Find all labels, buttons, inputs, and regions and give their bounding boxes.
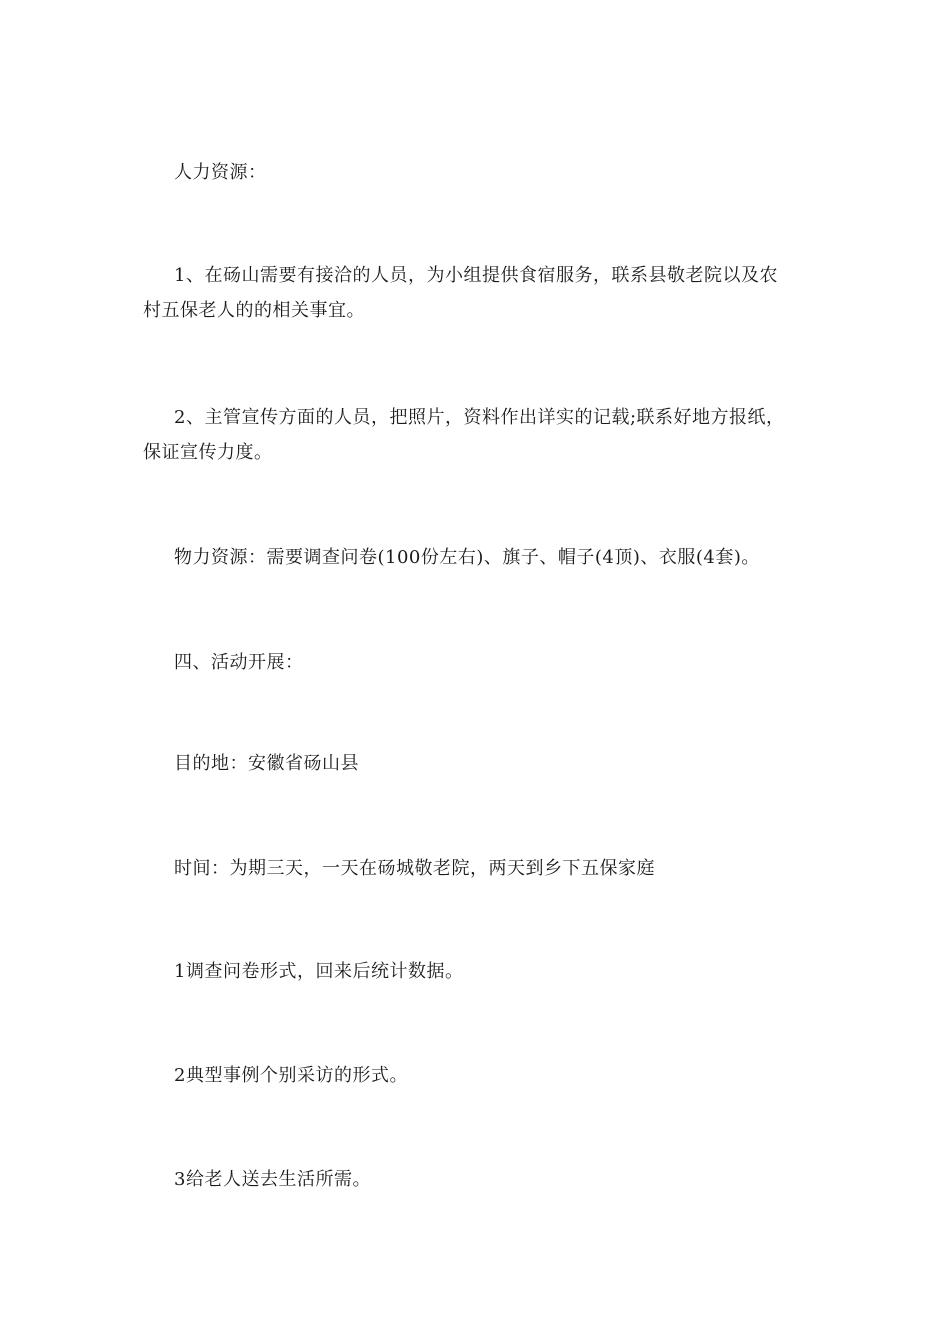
text-line: 目的地：安徽省砀山县 xyxy=(174,753,359,774)
paragraph-destination xyxy=(143,746,803,781)
text-line: 1、在砀山需要有接洽的人员，为小组提供食宿服务，联系县敬老院以及农 xyxy=(174,265,778,286)
text-line: 人力资源： xyxy=(174,162,267,183)
text-line: 1调查问卷形式，回来后统计数据。 xyxy=(174,961,464,982)
paragraph-human-resources-heading xyxy=(143,155,803,190)
paragraph-item-1-reception xyxy=(143,258,803,328)
text-line: 2典型事例个别采访的形式。 xyxy=(174,1065,408,1086)
paragraph-item-2-publicity xyxy=(143,400,803,470)
section-heading-activity xyxy=(143,645,803,680)
paragraph-material-resources xyxy=(143,540,803,575)
text-line: 物力资源：需要调查问卷(100份左右)、旗子、帽子(4顶)、衣服(4套)。 xyxy=(174,547,760,568)
text-line: 2、主管宣传方面的人员，把照片，资料作出详实的记载;联系好地方报纸， xyxy=(174,407,785,428)
list-item-interview xyxy=(143,1058,803,1093)
text-line: 时间：为期三天，一天在砀城敬老院，两天到乡下五保家庭 xyxy=(174,858,655,879)
text-line: 3给老人送去生活所需。 xyxy=(174,1169,371,1190)
list-item-questionnaire xyxy=(143,954,803,989)
text-line: 保证宣传力度。 xyxy=(143,442,273,463)
text-line: 村五保老人的的相关事宜。 xyxy=(143,300,365,321)
text-line: 四、活动开展： xyxy=(174,652,304,673)
list-item-supplies xyxy=(143,1162,803,1197)
paragraph-time xyxy=(143,851,803,886)
